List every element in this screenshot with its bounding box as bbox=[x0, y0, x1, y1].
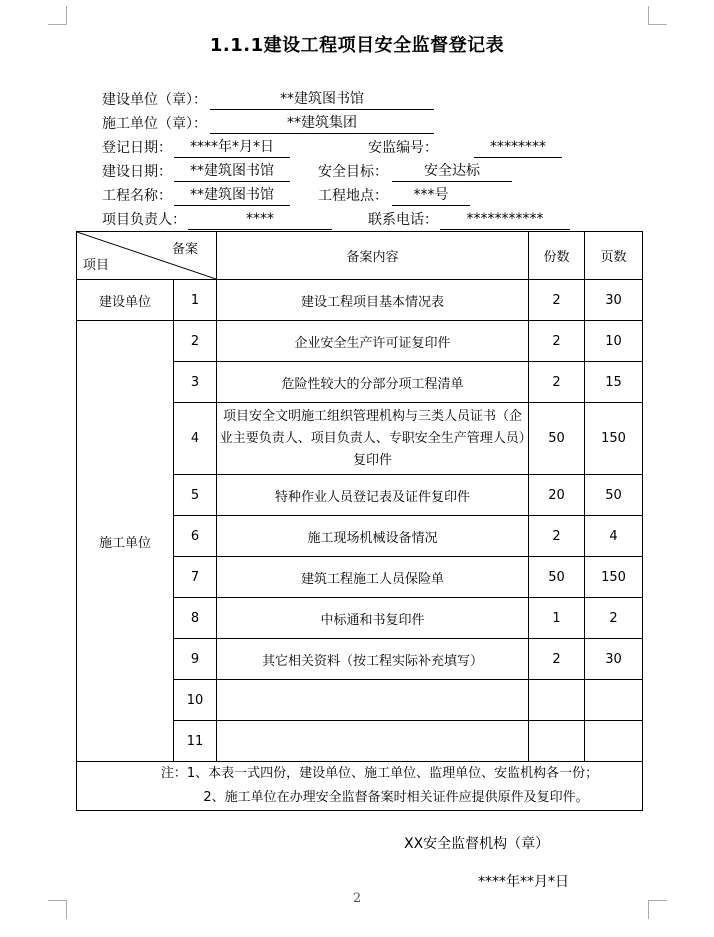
row-content: 施工现场机械设备情况 bbox=[217, 516, 529, 557]
row-pages: 30 bbox=[585, 639, 643, 680]
construction-unit-label: 建设单位（章）： bbox=[102, 92, 207, 108]
header-diag-bottom: 项目 bbox=[83, 258, 110, 273]
builder-unit-value: **建筑集团 bbox=[210, 114, 434, 134]
build-date-value: **建筑图书馆 bbox=[174, 162, 290, 182]
row-copies: 2 bbox=[529, 516, 585, 557]
table-row bbox=[77, 280, 643, 321]
row-no: 6 bbox=[174, 516, 217, 557]
table-row bbox=[77, 321, 643, 362]
registration-table bbox=[76, 231, 643, 811]
row-pages: 10 bbox=[585, 321, 643, 362]
row-copies: 2 bbox=[529, 362, 585, 403]
builder-unit-label: 施工单位（章）： bbox=[102, 116, 207, 132]
row-no: 7 bbox=[174, 557, 217, 598]
phone-label: 联系电话： bbox=[368, 212, 438, 228]
footer-date: ****年**月*日 bbox=[478, 874, 569, 890]
row-content bbox=[217, 721, 529, 762]
row-pages: 150 bbox=[585, 557, 643, 598]
construction-unit-value: **建筑图书馆 bbox=[210, 90, 434, 110]
crop-mark-top-right bbox=[648, 6, 667, 25]
safety-no-value: ******** bbox=[474, 138, 562, 158]
header-content: 备案内容 bbox=[217, 232, 529, 280]
header-pages: 页数 bbox=[585, 232, 643, 280]
header-diag-top: 备案 bbox=[171, 242, 198, 257]
project-name-value: **建筑图书馆 bbox=[174, 186, 290, 206]
header-diagonal-cell bbox=[77, 232, 217, 280]
safety-no-label: 安监编号： bbox=[368, 140, 438, 156]
row-content: 其它相关资料（按工程实际补充填写） bbox=[217, 639, 529, 680]
header-copies: 份数 bbox=[529, 232, 585, 280]
manager-label: 项目负责人： bbox=[102, 212, 186, 228]
row-pages: 30 bbox=[585, 280, 643, 321]
row-pages bbox=[585, 721, 643, 762]
row-no: 1 bbox=[174, 280, 217, 321]
row-copies bbox=[529, 680, 585, 721]
crop-mark-top-left bbox=[48, 6, 67, 25]
row-no: 2 bbox=[174, 321, 217, 362]
build-date-label: 建设日期： bbox=[102, 164, 172, 180]
row-copies bbox=[529, 721, 585, 762]
location-value: ***号 bbox=[392, 186, 470, 206]
row-content: 企业安全生产许可证复印件 bbox=[217, 321, 529, 362]
note-line-2: 2、施工单位在办理安全监督备案时相关证件应提供原件及复印件。 bbox=[203, 790, 589, 805]
safety-goal-label: 安全目标： bbox=[318, 164, 388, 180]
row-no: 11 bbox=[174, 721, 217, 762]
row-content: 中标通和书复印件 bbox=[217, 598, 529, 639]
row-pages: 15 bbox=[585, 362, 643, 403]
row-content: 建筑工程施工人员保险单 bbox=[217, 557, 529, 598]
group-builder-unit: 施工单位 bbox=[77, 321, 174, 762]
row-content: 危险性较大的分部分项工程清单 bbox=[217, 362, 529, 403]
row-copies: 50 bbox=[529, 557, 585, 598]
row-copies: 2 bbox=[529, 280, 585, 321]
phone-value: *********** bbox=[440, 210, 570, 230]
row-pages: 50 bbox=[585, 475, 643, 516]
row-content: 项目安全文明施工组织管理机构与三类人员证书（企业主要负责人、项目负责人、专职安全生产管理人员）复印件 bbox=[217, 403, 529, 475]
row-no: 4 bbox=[174, 403, 217, 475]
row-pages: 2 bbox=[585, 598, 643, 639]
row-copies: 2 bbox=[529, 639, 585, 680]
register-date-value: ****年*月*日 bbox=[174, 138, 290, 158]
row-no: 9 bbox=[174, 639, 217, 680]
manager-value: **** bbox=[188, 210, 332, 230]
footer-organization: XX安全监督机构（章） bbox=[404, 836, 550, 852]
row-copies: 20 bbox=[529, 475, 585, 516]
row-no: 10 bbox=[174, 680, 217, 721]
note-line-1: 注：1、本表一式四份，建设单位、施工单位、监理单位、安监机构各一份； bbox=[160, 766, 599, 781]
row-pages bbox=[585, 680, 643, 721]
safety-goal-value: 安全达标 bbox=[392, 162, 512, 182]
register-date-label: 登记日期： bbox=[102, 140, 172, 156]
group-construction-unit: 建设单位 bbox=[77, 280, 174, 321]
table-note bbox=[77, 762, 643, 811]
row-no: 5 bbox=[174, 475, 217, 516]
row-content: 特种作业人员登记表及证件复印件 bbox=[217, 475, 529, 516]
row-copies: 1 bbox=[529, 598, 585, 639]
document-title: 1.1.1建设工程项目安全监督登记表 bbox=[209, 35, 505, 56]
location-label: 工程地点： bbox=[318, 188, 388, 204]
row-copies: 2 bbox=[529, 321, 585, 362]
row-content bbox=[217, 680, 529, 721]
table-note-row bbox=[77, 762, 643, 811]
row-pages: 150 bbox=[585, 403, 643, 475]
row-pages: 4 bbox=[585, 516, 643, 557]
table-header-row bbox=[77, 232, 643, 280]
page-number: 2 bbox=[352, 891, 362, 906]
row-no: 8 bbox=[174, 598, 217, 639]
row-content: 建设工程项目基本情况表 bbox=[217, 280, 529, 321]
row-copies: 50 bbox=[529, 403, 585, 475]
project-name-label: 工程名称： bbox=[102, 188, 172, 204]
row-no: 3 bbox=[174, 362, 217, 403]
